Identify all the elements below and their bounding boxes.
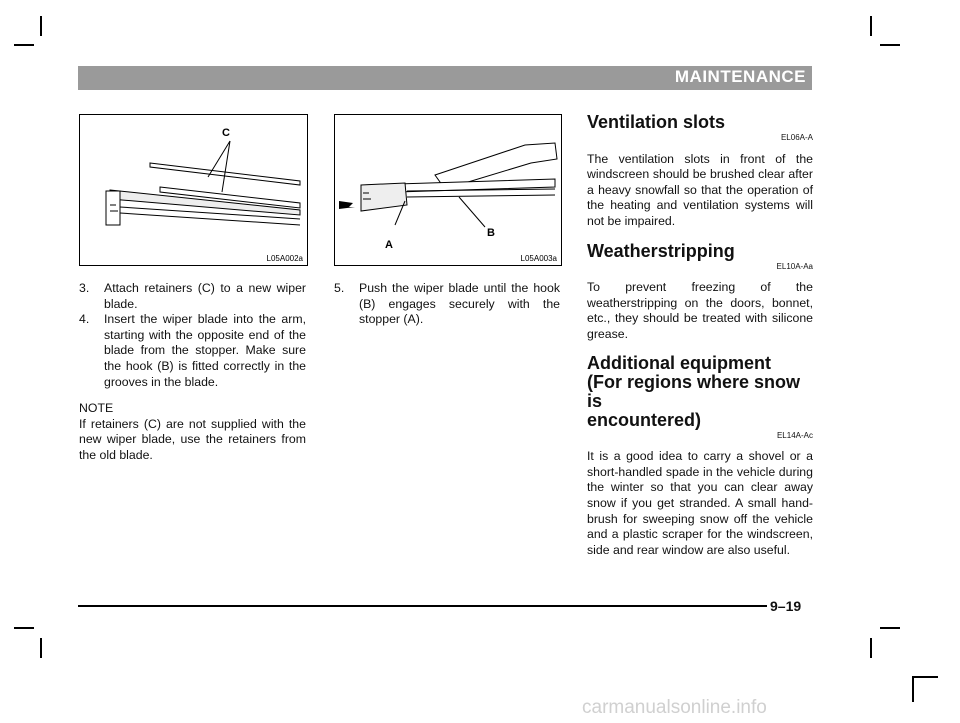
footer-rule <box>78 605 767 607</box>
crop-mark <box>870 16 872 36</box>
step-number: 4. <box>79 312 90 327</box>
heading-weatherstripping: Weatherstripping <box>587 240 735 261</box>
figure-code: L05A002a <box>266 254 303 263</box>
step-text: Insert the wiper blade into the arm, starting with the opposite end of the blade from the stopper. Make sure the hook (B) is fitted correctly in the grooves in the blade. <box>104 312 306 389</box>
paragraph-additional-equipment: It is a good idea to carry a shovel or a short-handled spade in the vehicle during the winter so that you can clear away snow if you get stranded. A small hand-brush for sweeping snow off the vehicle and a plastic scraper for the windscreen, side and rear window are also useful. <box>587 449 813 557</box>
callout-b: B <box>487 227 495 239</box>
crop-mark <box>870 638 872 658</box>
step-item <box>79 281 306 312</box>
callout-c: C <box>222 127 230 139</box>
paragraph-ventilation: The ventilation slots in front of the windscreen should be brushed clear after a heavy snowfall so that the operation of the heating and ventilation systems will not be impaired. <box>587 151 813 228</box>
left-column <box>79 281 306 464</box>
section-code: EL10A-Aa <box>776 261 813 271</box>
callout-a: A <box>385 239 393 251</box>
crop-mark <box>40 16 42 36</box>
step-text: Attach retainers (C) to a new wiper blade. <box>104 281 306 311</box>
step-number: 5. <box>334 281 345 295</box>
step-item <box>79 312 306 390</box>
step-item <box>334 281 560 328</box>
middle-column <box>334 281 560 328</box>
crop-mark <box>14 627 34 629</box>
heading-line: (For regions where snow is <box>587 371 801 411</box>
crop-mark <box>880 44 900 46</box>
crop-mark <box>14 44 34 46</box>
section-code: EL14A-Ac <box>776 430 813 440</box>
crop-mark <box>912 676 938 678</box>
heading-line: encountered) <box>587 409 702 430</box>
note-title: NOTE <box>79 401 114 416</box>
section-code: EL06A-A <box>780 133 813 142</box>
step-text: Push the wiper blade until the hook (B) engages securely with the stopper (A). <box>359 281 560 327</box>
heading-line: Additional equipment <box>587 352 771 373</box>
watermark: carmanualsonline.info <box>582 697 767 718</box>
crop-mark <box>40 638 42 658</box>
figure-wiper-hook <box>334 114 562 266</box>
crop-mark <box>880 627 900 629</box>
heading-additional-equipment <box>587 354 813 430</box>
right-column <box>587 112 813 558</box>
page-number: 9–19 <box>770 598 802 614</box>
figure-code: L05A003a <box>520 254 557 263</box>
section-header-band <box>78 66 812 90</box>
section-title: MAINTENANCE <box>674 67 806 86</box>
figure-wiper-retainers <box>79 114 308 266</box>
wiper-arm-illustration <box>335 115 561 265</box>
note-text: If retainers (C) are not supplied with the new wiper blade, use the retainers from the old blade. <box>79 416 306 462</box>
heading-ventilation-slots: Ventilation slots <box>587 112 726 132</box>
paragraph-weatherstripping: To prevent freezing of the weatherstripping on the doors, bonnet, etc., they should be treated with silicone grease. <box>587 280 813 341</box>
crop-mark <box>912 676 914 702</box>
wiper-blade-illustration <box>80 115 307 265</box>
step-number: 3. <box>79 281 90 295</box>
